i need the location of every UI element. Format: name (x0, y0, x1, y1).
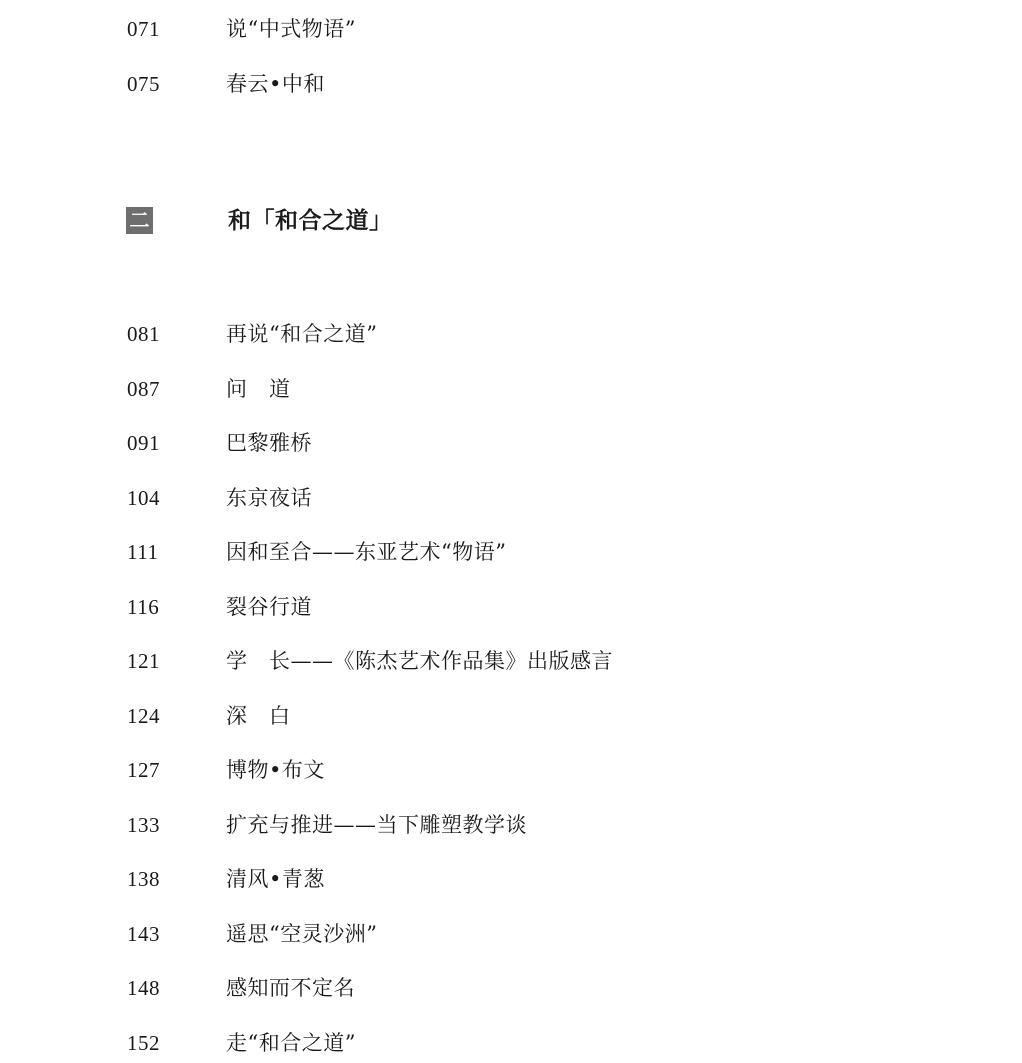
toc-page-number: 148 (127, 976, 160, 1000)
toc-entry-title: 遥思“空灵沙洲” (226, 922, 378, 946)
toc-entry-title: 扩充与推进——当下雕塑教学谈 (226, 813, 527, 837)
toc-page-number: 143 (127, 922, 160, 946)
toc-entry-title: 东京夜话 (226, 486, 312, 510)
toc-entry-title: 学 长——《陈杰艺术作品集》出版感言 (226, 649, 613, 673)
toc-entry-title: 感知而不定名 (226, 976, 355, 1000)
toc-page-number: 075 (127, 72, 160, 96)
toc-entry-title: 清风•青葱 (226, 867, 325, 891)
toc-entry-title: 说“中式物语” (226, 17, 356, 41)
toc-page-number: 071 (127, 17, 160, 41)
toc-entry-title: 春云•中和 (226, 72, 325, 96)
toc-entry-title: 因和至合——东亚艺术“物语” (226, 540, 507, 564)
toc-page-number: 116 (127, 595, 160, 619)
toc-page-number: 124 (127, 704, 160, 728)
toc-entry-title: 巴黎雅桥 (226, 431, 312, 455)
toc-entry-title: 问 道 (226, 377, 291, 401)
toc-page-number: 087 (127, 377, 160, 401)
toc-page-number: 111 (127, 540, 159, 564)
toc-entry-title: 深 白 (226, 704, 291, 728)
section-title: 和「和合之道」 (228, 207, 393, 234)
toc-page-number: 104 (127, 486, 160, 510)
toc-page-number: 081 (127, 322, 160, 346)
toc-page-number: 091 (127, 431, 160, 455)
section-number-badge: 二 (126, 207, 153, 234)
toc-page-number: 138 (127, 867, 160, 891)
toc-page-number: 127 (127, 758, 160, 782)
toc-page-number: 133 (127, 813, 160, 837)
toc-entry-title: 再说“和合之道” (226, 322, 378, 346)
toc-entry-title: 裂谷行道 (226, 595, 312, 619)
toc-page-number: 121 (127, 649, 160, 673)
toc-page-number: 152 (127, 1031, 160, 1055)
toc-entry-title: 博物•布文 (226, 758, 325, 782)
toc-entry-title: 走“和合之道” (226, 1031, 356, 1055)
